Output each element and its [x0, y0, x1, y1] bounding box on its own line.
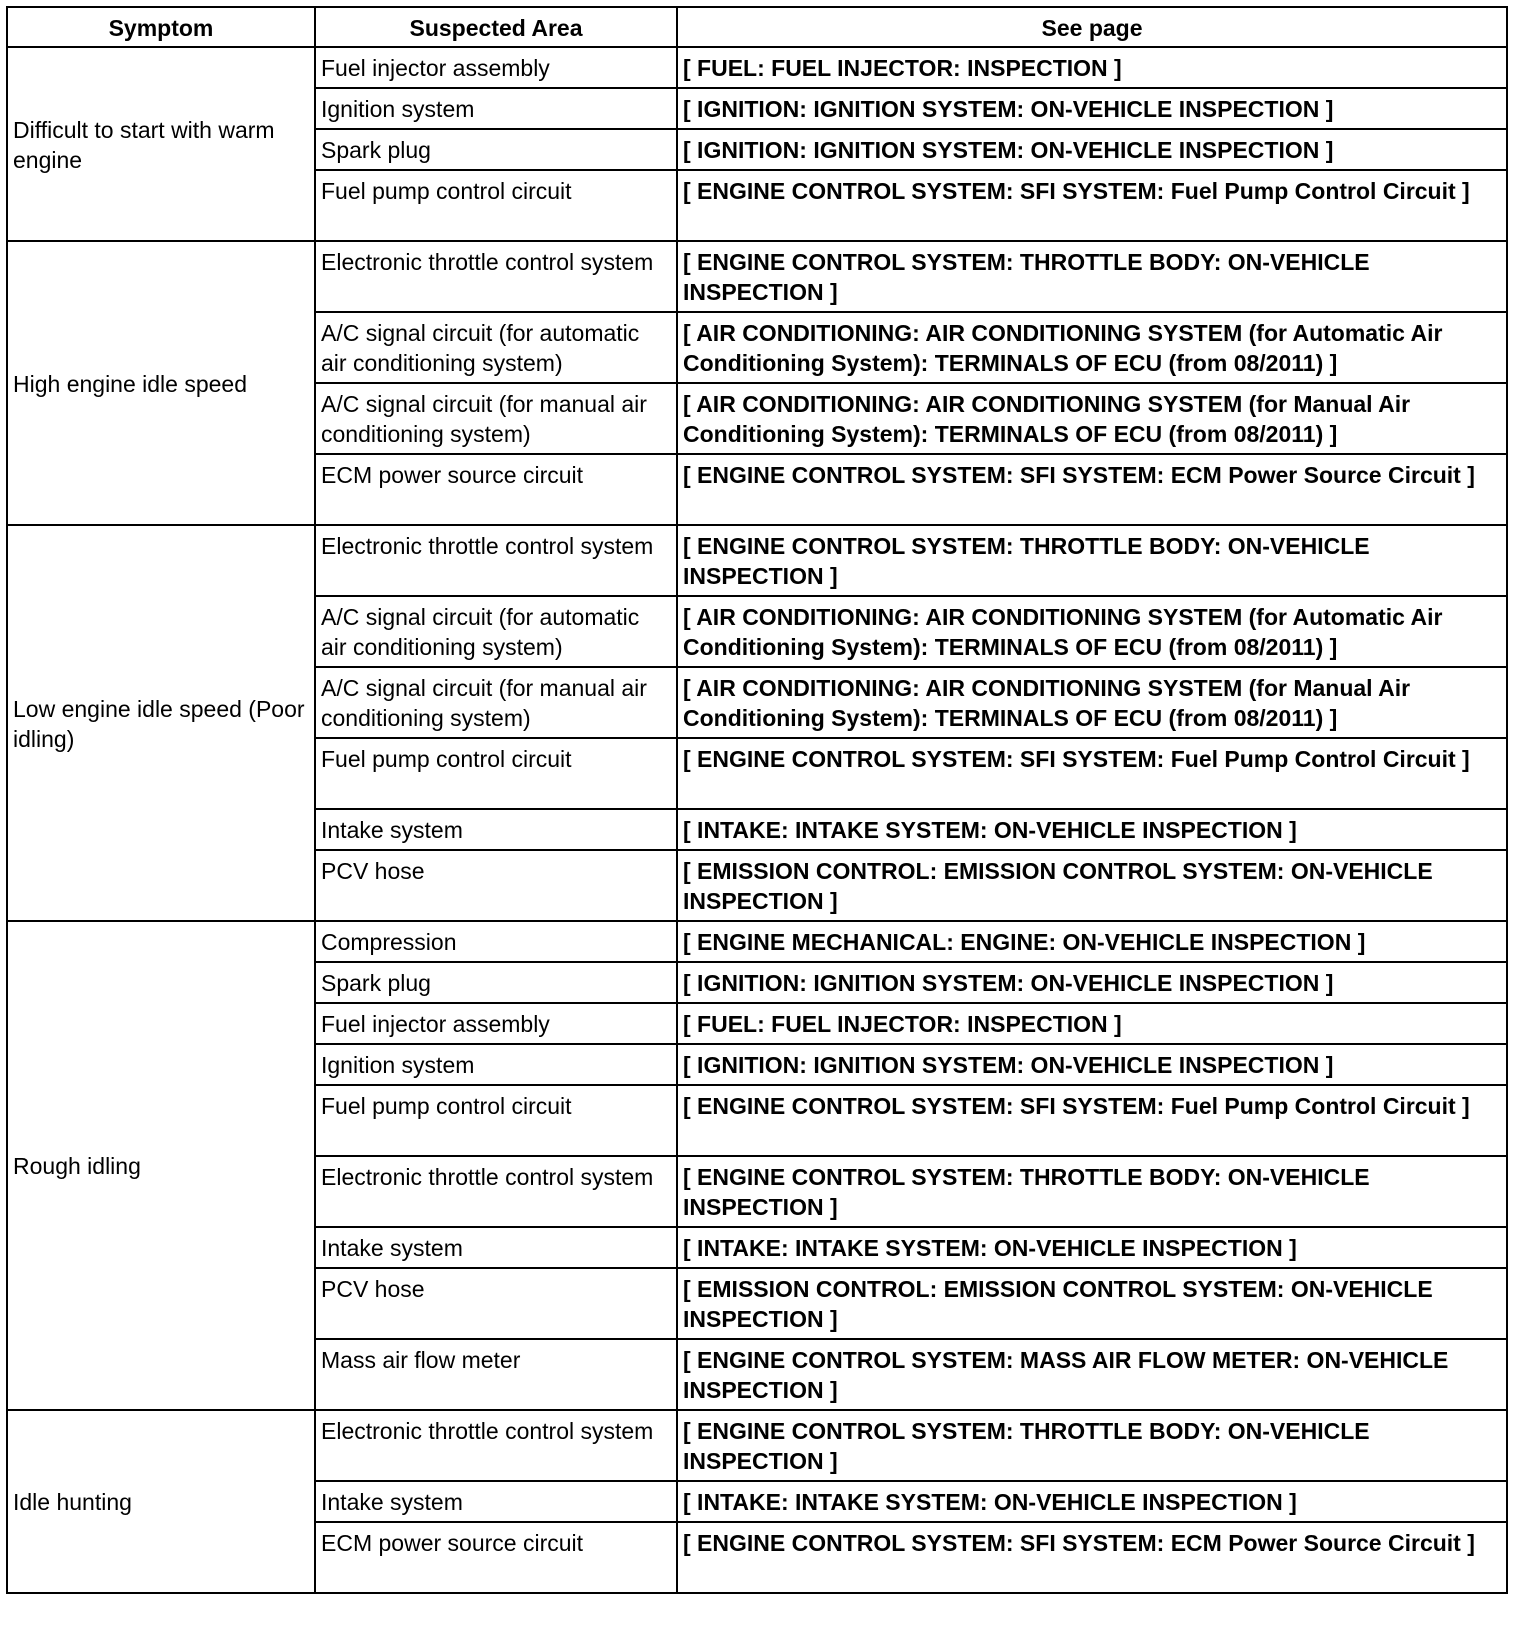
- symptom-cell: Idle hunting: [7, 1410, 315, 1593]
- suspected-area-cell: Fuel pump control circuit: [315, 738, 677, 809]
- suspected-area-cell: Fuel injector assembly: [315, 1003, 677, 1044]
- see-page-link[interactable]: [ FUEL: FUEL INJECTOR: INSPECTION ]: [677, 47, 1507, 88]
- see-page-link[interactable]: [ ENGINE MECHANICAL: ENGINE: ON-VEHICLE INSPECTION ]: [677, 921, 1507, 962]
- suspected-area-cell: A/C signal circuit (for manual air conditioning system): [315, 667, 677, 738]
- see-page-link[interactable]: [ EMISSION CONTROL: EMISSION CONTROL SYSTEM: ON-VEHICLE INSPECTION ]: [677, 1268, 1507, 1339]
- see-page-link[interactable]: [ IGNITION: IGNITION SYSTEM: ON-VEHICLE INSPECTION ]: [677, 962, 1507, 1003]
- suspected-area-cell: Fuel pump control circuit: [315, 1085, 677, 1156]
- table-row: [7, 1410, 1507, 1481]
- see-page-link[interactable]: [ ENGINE CONTROL SYSTEM: THROTTLE BODY: ON-VEHICLE INSPECTION ]: [677, 1156, 1507, 1227]
- symptom-cell: Low engine idle speed (Poor idling): [7, 525, 315, 921]
- see-page-link[interactable]: [ INTAKE: INTAKE SYSTEM: ON-VEHICLE INSPECTION ]: [677, 1227, 1507, 1268]
- suspected-area-cell: Spark plug: [315, 129, 677, 170]
- see-page-link[interactable]: [ AIR CONDITIONING: AIR CONDITIONING SYSTEM (for Automatic Air Conditioning System): TERMINALS OF ECU (from 08/2011) ]: [677, 596, 1507, 667]
- table-row: [7, 241, 1507, 312]
- see-page-link[interactable]: [ INTAKE: INTAKE SYSTEM: ON-VEHICLE INSPECTION ]: [677, 1481, 1507, 1522]
- suspected-area-cell: Intake system: [315, 1227, 677, 1268]
- see-page-link[interactable]: [ ENGINE CONTROL SYSTEM: SFI SYSTEM: ECM Power Source Circuit ]: [677, 1522, 1507, 1593]
- see-page-link[interactable]: [ ENGINE CONTROL SYSTEM: SFI SYSTEM: Fuel Pump Control Circuit ]: [677, 1085, 1507, 1156]
- table-row: [7, 525, 1507, 596]
- see-page-link[interactable]: [ ENGINE CONTROL SYSTEM: SFI SYSTEM: Fuel Pump Control Circuit ]: [677, 170, 1507, 241]
- suspected-area-cell: ECM power source circuit: [315, 454, 677, 525]
- symptom-cell: High engine idle speed: [7, 241, 315, 525]
- see-page-link[interactable]: [ EMISSION CONTROL: EMISSION CONTROL SYSTEM: ON-VEHICLE INSPECTION ]: [677, 850, 1507, 921]
- header-row: [7, 7, 1507, 47]
- suspected-area-cell: ECM power source circuit: [315, 1522, 677, 1593]
- see-page-link[interactable]: [ FUEL: FUEL INJECTOR: INSPECTION ]: [677, 1003, 1507, 1044]
- see-page-link[interactable]: [ AIR CONDITIONING: AIR CONDITIONING SYSTEM (for Manual Air Conditioning System): TERMINALS OF ECU (from 08/2011) ]: [677, 383, 1507, 454]
- header-see-page: See page: [677, 7, 1507, 47]
- table-row: [7, 921, 1507, 962]
- suspected-area-cell: Spark plug: [315, 962, 677, 1003]
- suspected-area-cell: Electronic throttle control system: [315, 1156, 677, 1227]
- suspected-area-cell: A/C signal circuit (for manual air conditioning system): [315, 383, 677, 454]
- see-page-link[interactable]: [ INTAKE: INTAKE SYSTEM: ON-VEHICLE INSPECTION ]: [677, 809, 1507, 850]
- suspected-area-cell: Ignition system: [315, 88, 677, 129]
- suspected-area-cell: Intake system: [315, 1481, 677, 1522]
- suspected-area-cell: Mass air flow meter: [315, 1339, 677, 1410]
- suspected-area-cell: Ignition system: [315, 1044, 677, 1085]
- header-suspected-area: Suspected Area: [315, 7, 677, 47]
- suspected-area-cell: Fuel injector assembly: [315, 47, 677, 88]
- see-page-link[interactable]: [ ENGINE CONTROL SYSTEM: SFI SYSTEM: Fuel Pump Control Circuit ]: [677, 738, 1507, 809]
- see-page-link[interactable]: [ IGNITION: IGNITION SYSTEM: ON-VEHICLE INSPECTION ]: [677, 88, 1507, 129]
- symptom-table: [6, 6, 1508, 1594]
- suspected-area-cell: A/C signal circuit (for automatic air conditioning system): [315, 596, 677, 667]
- header-symptom: Symptom: [7, 7, 315, 47]
- suspected-area-cell: Electronic throttle control system: [315, 241, 677, 312]
- see-page-link[interactable]: [ ENGINE CONTROL SYSTEM: THROTTLE BODY: ON-VEHICLE INSPECTION ]: [677, 1410, 1507, 1481]
- see-page-link[interactable]: [ ENGINE CONTROL SYSTEM: THROTTLE BODY: ON-VEHICLE INSPECTION ]: [677, 525, 1507, 596]
- see-page-link[interactable]: [ AIR CONDITIONING: AIR CONDITIONING SYSTEM (for Manual Air Conditioning System): TERMINALS OF ECU (from 08/2011) ]: [677, 667, 1507, 738]
- suspected-area-cell: A/C signal circuit (for automatic air conditioning system): [315, 312, 677, 383]
- see-page-link[interactable]: [ AIR CONDITIONING: AIR CONDITIONING SYSTEM (for Automatic Air Conditioning System): TERMINALS OF ECU (from 08/2011) ]: [677, 312, 1507, 383]
- see-page-link[interactable]: [ IGNITION: IGNITION SYSTEM: ON-VEHICLE INSPECTION ]: [677, 1044, 1507, 1085]
- symptom-cell: Difficult to start with warm engine: [7, 47, 315, 241]
- suspected-area-cell: PCV hose: [315, 1268, 677, 1339]
- suspected-area-cell: Intake system: [315, 809, 677, 850]
- symptom-cell: Rough idling: [7, 921, 315, 1410]
- suspected-area-cell: PCV hose: [315, 850, 677, 921]
- see-page-link[interactable]: [ ENGINE CONTROL SYSTEM: SFI SYSTEM: ECM Power Source Circuit ]: [677, 454, 1507, 525]
- suspected-area-cell: Fuel pump control circuit: [315, 170, 677, 241]
- table-row: [7, 47, 1507, 88]
- suspected-area-cell: Electronic throttle control system: [315, 525, 677, 596]
- see-page-link[interactable]: [ ENGINE CONTROL SYSTEM: THROTTLE BODY: ON-VEHICLE INSPECTION ]: [677, 241, 1507, 312]
- suspected-area-cell: Electronic throttle control system: [315, 1410, 677, 1481]
- see-page-link[interactable]: [ ENGINE CONTROL SYSTEM: MASS AIR FLOW METER: ON-VEHICLE INSPECTION ]: [677, 1339, 1507, 1410]
- see-page-link[interactable]: [ IGNITION: IGNITION SYSTEM: ON-VEHICLE INSPECTION ]: [677, 129, 1507, 170]
- suspected-area-cell: Compression: [315, 921, 677, 962]
